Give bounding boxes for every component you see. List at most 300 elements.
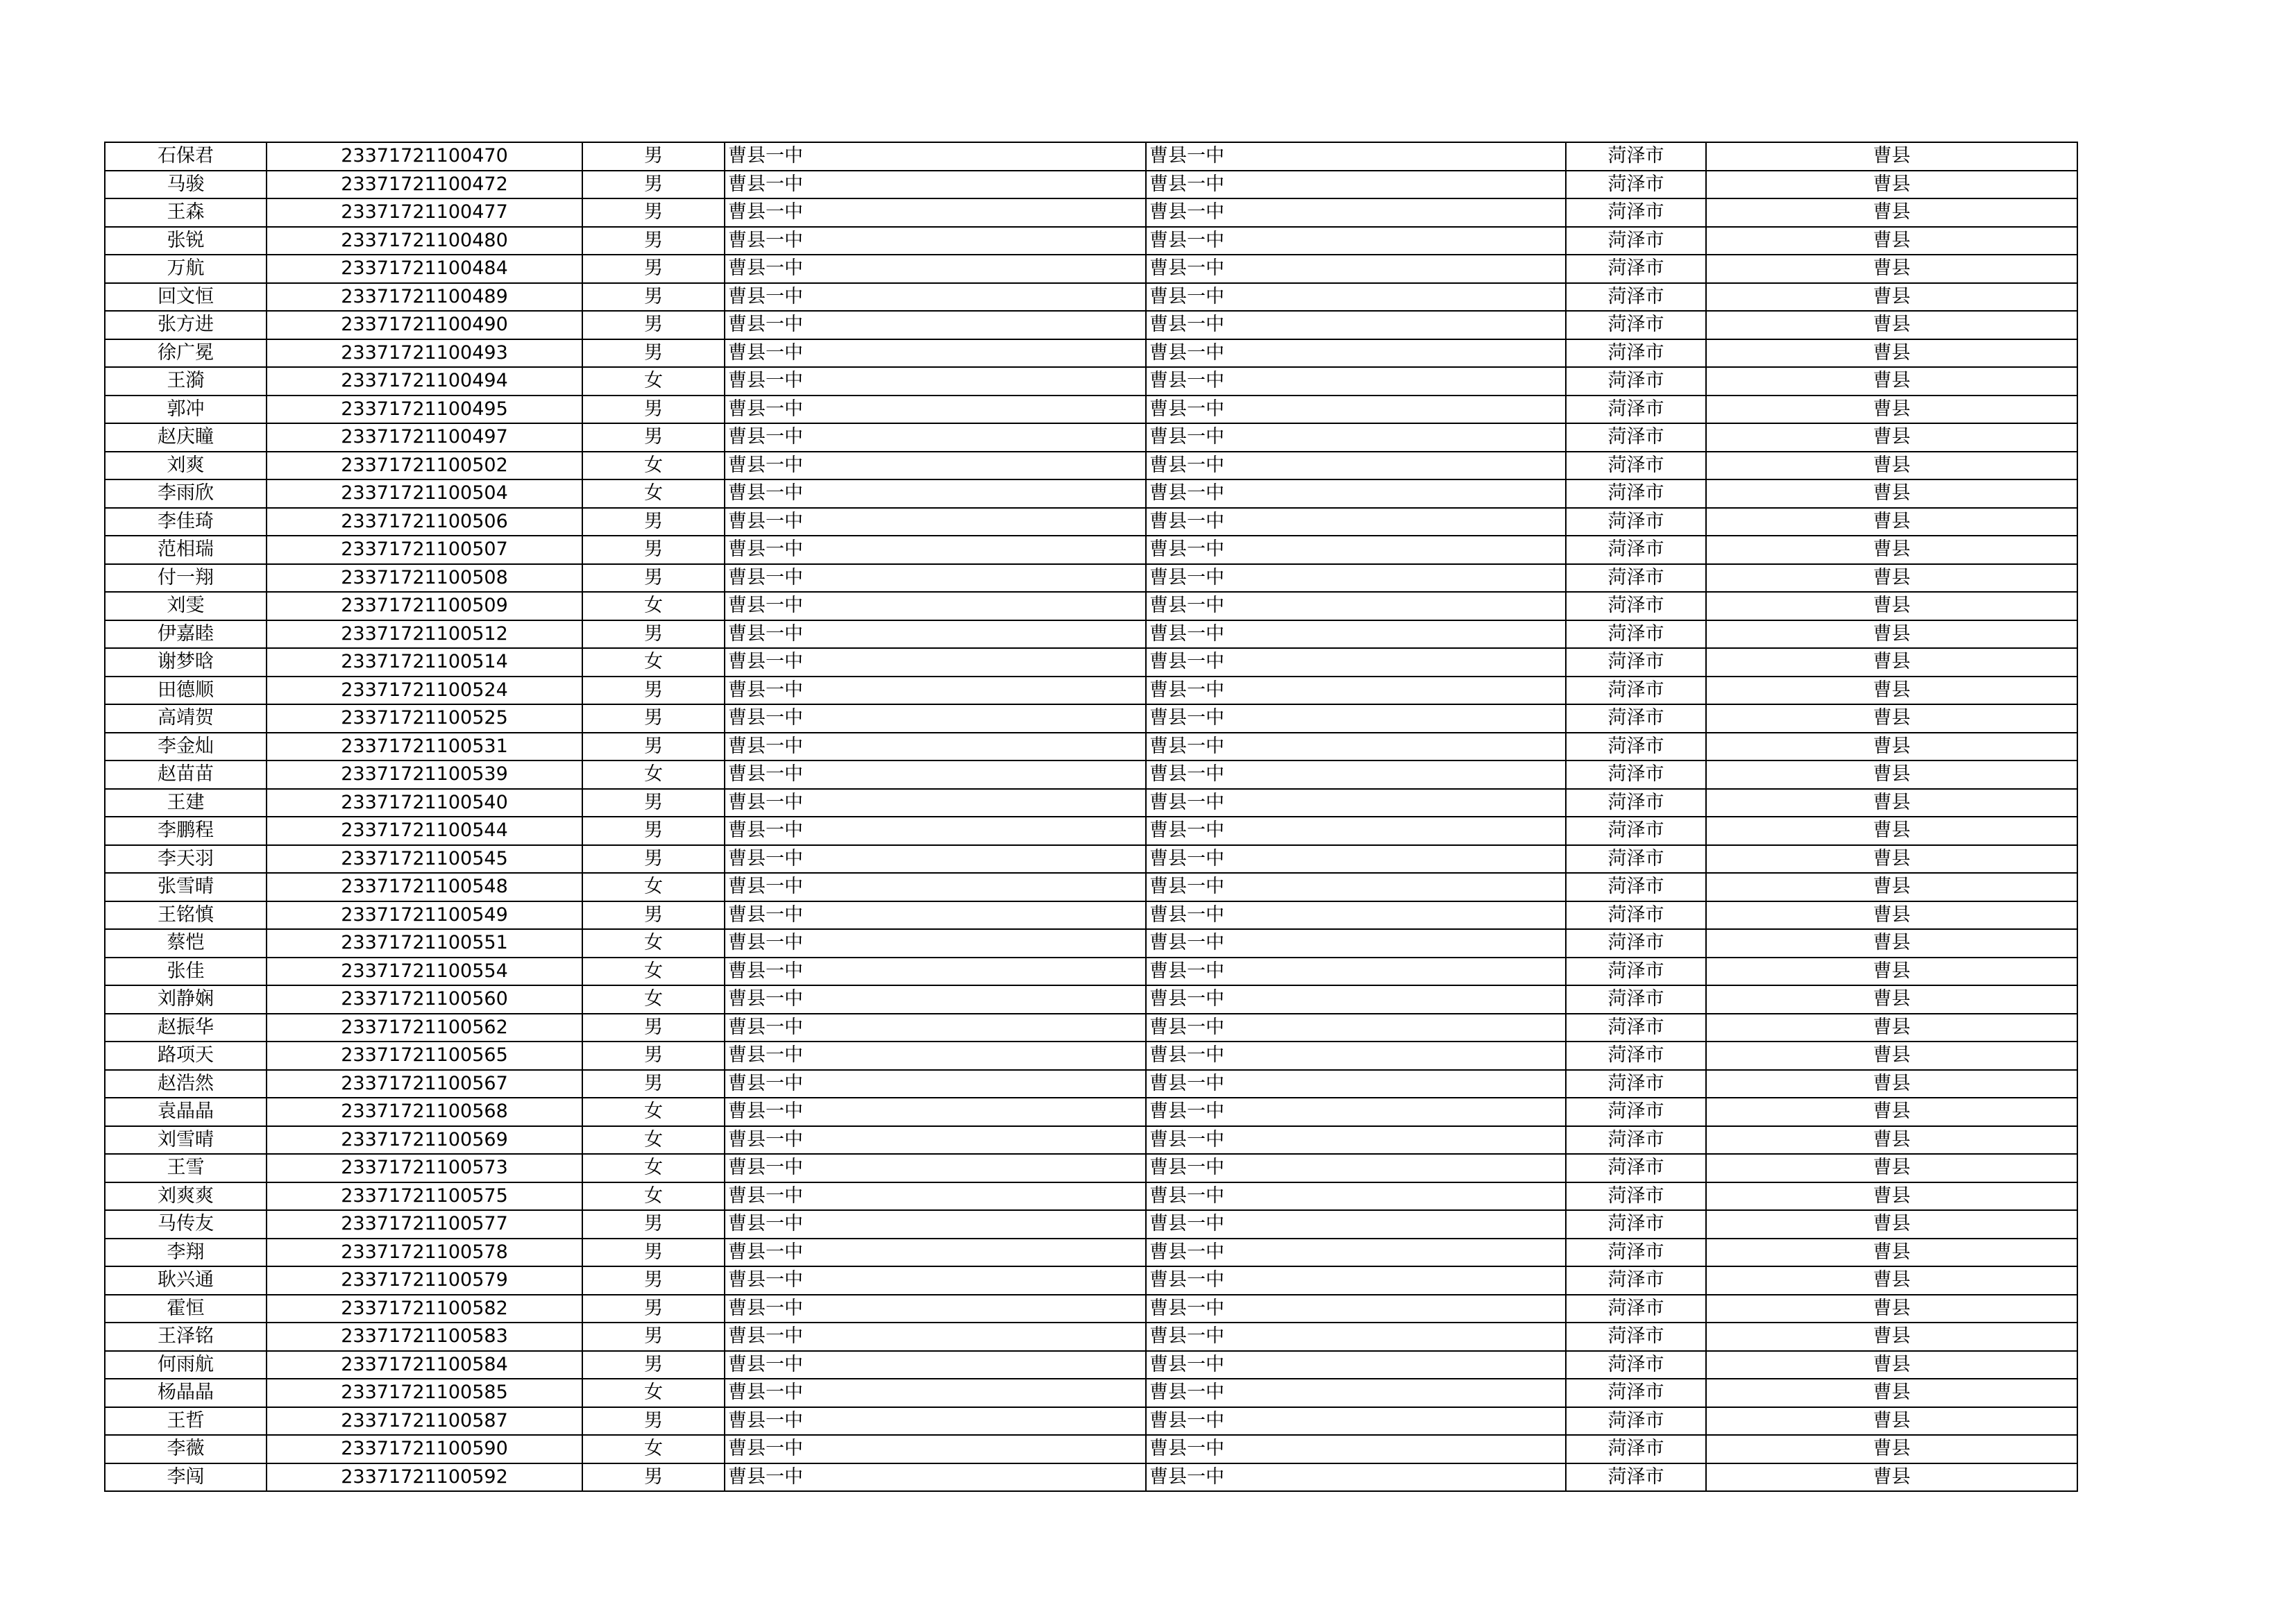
gender-cell: 男: [582, 1295, 725, 1323]
city-cell: 菏泽市: [1566, 1435, 1706, 1463]
exam-number-cell: 23371721100567: [267, 1070, 582, 1098]
county-cell: 曹县: [1706, 845, 2077, 874]
school-cell: 曹县一中: [725, 1463, 1146, 1492]
exam-number-cell: 23371721100568: [267, 1098, 582, 1126]
graduation-school-cell: 曹县一中: [1146, 704, 1566, 733]
school-cell: 曹县一中: [725, 901, 1146, 930]
school-cell: 曹县一中: [725, 817, 1146, 845]
graduation-school-cell: 曹县一中: [1146, 845, 1566, 874]
city-cell: 菏泽市: [1566, 171, 1706, 199]
school-cell: 曹县一中: [725, 873, 1146, 901]
gender-cell: 男: [582, 845, 725, 874]
city-cell: 菏泽市: [1566, 1295, 1706, 1323]
gender-cell: 女: [582, 1379, 725, 1407]
county-cell: 曹县: [1706, 620, 2077, 649]
name-cell: 张雪晴: [105, 873, 267, 901]
graduation-school-cell: 曹县一中: [1146, 648, 1566, 677]
name-cell: 马传友: [105, 1210, 267, 1239]
county-cell: 曹县: [1706, 901, 2077, 930]
table-row: [105, 423, 2077, 452]
table-row: [105, 339, 2077, 368]
table-row: [105, 311, 2077, 339]
gender-cell: 男: [582, 142, 725, 171]
exam-number-cell: 23371721100524: [267, 677, 582, 705]
gender-cell: 男: [582, 1210, 725, 1239]
table-row: [105, 1014, 2077, 1042]
city-cell: 菏泽市: [1566, 733, 1706, 761]
city-cell: 菏泽市: [1566, 1070, 1706, 1098]
table-row: [105, 901, 2077, 930]
name-cell: 付一翔: [105, 564, 267, 593]
county-cell: 曹县: [1706, 508, 2077, 536]
school-cell: 曹县一中: [725, 929, 1146, 958]
graduation-school-cell: 曹县一中: [1146, 1295, 1566, 1323]
name-cell: 刘爽: [105, 452, 267, 480]
table-row: [105, 1070, 2077, 1098]
school-cell: 曹县一中: [725, 733, 1146, 761]
county-cell: 曹县: [1706, 1407, 2077, 1436]
table-row: [105, 142, 2077, 171]
gender-cell: 男: [582, 817, 725, 845]
graduation-school-cell: 曹县一中: [1146, 227, 1566, 255]
gender-cell: 男: [582, 1351, 725, 1379]
county-cell: 曹县: [1706, 536, 2077, 564]
name-cell: 王铭慎: [105, 901, 267, 930]
name-cell: 路项天: [105, 1042, 267, 1070]
name-cell: 石保君: [105, 142, 267, 171]
table-row: [105, 1266, 2077, 1295]
gender-cell: 女: [582, 1098, 725, 1126]
table-row: [105, 1239, 2077, 1267]
gender-cell: 男: [582, 677, 725, 705]
exam-number-cell: 23371721100470: [267, 142, 582, 171]
name-cell: 回文恒: [105, 283, 267, 312]
exam-number-cell: 23371721100549: [267, 901, 582, 930]
exam-number-cell: 23371721100477: [267, 198, 582, 227]
school-cell: 曹县一中: [725, 1266, 1146, 1295]
exam-number-cell: 23371721100554: [267, 958, 582, 986]
school-cell: 曹县一中: [725, 198, 1146, 227]
county-cell: 曹县: [1706, 142, 2077, 171]
school-cell: 曹县一中: [725, 1182, 1146, 1211]
gender-cell: 男: [582, 1042, 725, 1070]
exam-number-cell: 23371721100579: [267, 1266, 582, 1295]
table-row: [105, 452, 2077, 480]
gender-cell: 女: [582, 1154, 725, 1182]
graduation-school-cell: 曹县一中: [1146, 592, 1566, 620]
county-cell: 曹县: [1706, 1239, 2077, 1267]
name-cell: 万航: [105, 255, 267, 283]
county-cell: 曹县: [1706, 198, 2077, 227]
city-cell: 菏泽市: [1566, 1154, 1706, 1182]
city-cell: 菏泽市: [1566, 1379, 1706, 1407]
gender-cell: 男: [582, 198, 725, 227]
name-cell: 张方进: [105, 311, 267, 339]
city-cell: 菏泽市: [1566, 789, 1706, 817]
school-cell: 曹县一中: [725, 255, 1146, 283]
table-row: [105, 704, 2077, 733]
name-cell: 郭冲: [105, 396, 267, 424]
school-cell: 曹县一中: [725, 648, 1146, 677]
county-cell: 曹县: [1706, 171, 2077, 199]
name-cell: 徐广冕: [105, 339, 267, 368]
name-cell: 赵浩然: [105, 1070, 267, 1098]
county-cell: 曹县: [1706, 1266, 2077, 1295]
school-cell: 曹县一中: [725, 620, 1146, 649]
graduation-school-cell: 曹县一中: [1146, 1182, 1566, 1211]
name-cell: 田德顺: [105, 677, 267, 705]
county-cell: 曹县: [1706, 283, 2077, 312]
exam-number-cell: 23371721100539: [267, 760, 582, 789]
graduation-school-cell: 曹县一中: [1146, 958, 1566, 986]
city-cell: 菏泽市: [1566, 929, 1706, 958]
table-row: [105, 1463, 2077, 1492]
school-cell: 曹县一中: [725, 1407, 1146, 1436]
exam-number-cell: 23371721100592: [267, 1463, 582, 1492]
county-cell: 曹县: [1706, 1070, 2077, 1098]
gender-cell: 男: [582, 620, 725, 649]
county-cell: 曹县: [1706, 311, 2077, 339]
county-cell: 曹县: [1706, 1210, 2077, 1239]
name-cell: 范相瑞: [105, 536, 267, 564]
table-row: [105, 677, 2077, 705]
gender-cell: 男: [582, 311, 725, 339]
table-row: [105, 958, 2077, 986]
graduation-school-cell: 曹县一中: [1146, 452, 1566, 480]
city-cell: 菏泽市: [1566, 311, 1706, 339]
table-row: [105, 1182, 2077, 1211]
city-cell: 菏泽市: [1566, 396, 1706, 424]
school-cell: 曹县一中: [725, 958, 1146, 986]
name-cell: 何雨航: [105, 1351, 267, 1379]
name-cell: 杨晶晶: [105, 1379, 267, 1407]
county-cell: 曹县: [1706, 1042, 2077, 1070]
city-cell: 菏泽市: [1566, 536, 1706, 564]
county-cell: 曹县: [1706, 479, 2077, 508]
table-row: [105, 1435, 2077, 1463]
name-cell: 李鹏程: [105, 817, 267, 845]
name-cell: 王漪: [105, 367, 267, 396]
graduation-school-cell: 曹县一中: [1146, 255, 1566, 283]
school-cell: 曹县一中: [725, 171, 1146, 199]
county-cell: 曹县: [1706, 704, 2077, 733]
city-cell: 菏泽市: [1566, 423, 1706, 452]
graduation-school-cell: 曹县一中: [1146, 817, 1566, 845]
name-cell: 马骏: [105, 171, 267, 199]
city-cell: 菏泽市: [1566, 1266, 1706, 1295]
county-cell: 曹县: [1706, 452, 2077, 480]
gender-cell: 男: [582, 1070, 725, 1098]
table-row: [105, 760, 2077, 789]
school-cell: 曹县一中: [725, 564, 1146, 593]
table-row: [105, 1154, 2077, 1182]
school-cell: 曹县一中: [725, 1295, 1146, 1323]
city-cell: 菏泽市: [1566, 1351, 1706, 1379]
city-cell: 菏泽市: [1566, 367, 1706, 396]
school-cell: 曹县一中: [725, 1239, 1146, 1267]
exam-number-cell: 23371721100494: [267, 367, 582, 396]
graduation-school-cell: 曹县一中: [1146, 311, 1566, 339]
school-cell: 曹县一中: [725, 479, 1146, 508]
name-cell: 李金灿: [105, 733, 267, 761]
city-cell: 菏泽市: [1566, 648, 1706, 677]
school-cell: 曹县一中: [725, 367, 1146, 396]
city-cell: 菏泽市: [1566, 564, 1706, 593]
gender-cell: 男: [582, 704, 725, 733]
gender-cell: 男: [582, 564, 725, 593]
city-cell: 菏泽市: [1566, 1098, 1706, 1126]
school-cell: 曹县一中: [725, 423, 1146, 452]
name-cell: 伊嘉睦: [105, 620, 267, 649]
name-cell: 张锐: [105, 227, 267, 255]
exam-number-cell: 23371721100545: [267, 845, 582, 874]
name-cell: 王雪: [105, 1154, 267, 1182]
graduation-school-cell: 曹县一中: [1146, 929, 1566, 958]
name-cell: 高靖贺: [105, 704, 267, 733]
exam-number-cell: 23371721100560: [267, 985, 582, 1014]
city-cell: 菏泽市: [1566, 198, 1706, 227]
gender-cell: 女: [582, 452, 725, 480]
city-cell: 菏泽市: [1566, 452, 1706, 480]
name-cell: 赵振华: [105, 1014, 267, 1042]
name-cell: 王建: [105, 789, 267, 817]
gender-cell: 女: [582, 367, 725, 396]
name-cell: 耿兴通: [105, 1266, 267, 1295]
exam-number-cell: 23371721100493: [267, 339, 582, 368]
table-row: [105, 620, 2077, 649]
school-cell: 曹县一中: [725, 1323, 1146, 1351]
graduation-school-cell: 曹县一中: [1146, 620, 1566, 649]
table-row: [105, 1323, 2077, 1351]
table-row: [105, 1351, 2077, 1379]
school-cell: 曹县一中: [725, 1098, 1146, 1126]
county-cell: 曹县: [1706, 1435, 2077, 1463]
table-row: [105, 396, 2077, 424]
graduation-school-cell: 曹县一中: [1146, 142, 1566, 171]
county-cell: 曹县: [1706, 339, 2077, 368]
city-cell: 菏泽市: [1566, 1014, 1706, 1042]
exam-number-cell: 23371721100577: [267, 1210, 582, 1239]
county-cell: 曹县: [1706, 677, 2077, 705]
county-cell: 曹县: [1706, 789, 2077, 817]
school-cell: 曹县一中: [725, 396, 1146, 424]
city-cell: 菏泽市: [1566, 142, 1706, 171]
exam-number-cell: 23371721100490: [267, 311, 582, 339]
city-cell: 菏泽市: [1566, 1126, 1706, 1155]
graduation-school-cell: 曹县一中: [1146, 1266, 1566, 1295]
city-cell: 菏泽市: [1566, 958, 1706, 986]
table-row: [105, 648, 2077, 677]
table-row: [105, 789, 2077, 817]
table-row: [105, 1379, 2077, 1407]
name-cell: 李闯: [105, 1463, 267, 1492]
exam-number-cell: 23371721100575: [267, 1182, 582, 1211]
name-cell: 谢梦晗: [105, 648, 267, 677]
gender-cell: 男: [582, 508, 725, 536]
exam-number-cell: 23371721100565: [267, 1042, 582, 1070]
exam-number-cell: 23371721100506: [267, 508, 582, 536]
school-cell: 曹县一中: [725, 508, 1146, 536]
county-cell: 曹县: [1706, 227, 2077, 255]
table-row: [105, 1042, 2077, 1070]
graduation-school-cell: 曹县一中: [1146, 171, 1566, 199]
name-cell: 刘雪晴: [105, 1126, 267, 1155]
county-cell: 曹县: [1706, 367, 2077, 396]
graduation-school-cell: 曹县一中: [1146, 1154, 1566, 1182]
graduation-school-cell: 曹县一中: [1146, 339, 1566, 368]
school-cell: 曹县一中: [725, 845, 1146, 874]
gender-cell: 女: [582, 1435, 725, 1463]
graduation-school-cell: 曹县一中: [1146, 536, 1566, 564]
exam-number-cell: 23371721100514: [267, 648, 582, 677]
school-cell: 曹县一中: [725, 985, 1146, 1014]
graduation-school-cell: 曹县一中: [1146, 1407, 1566, 1436]
roster-table: [104, 142, 2078, 1492]
table-row: [105, 171, 2077, 199]
graduation-school-cell: 曹县一中: [1146, 479, 1566, 508]
exam-number-cell: 23371721100585: [267, 1379, 582, 1407]
table-row: [105, 817, 2077, 845]
graduation-school-cell: 曹县一中: [1146, 1070, 1566, 1098]
exam-number-cell: 23371721100472: [267, 171, 582, 199]
exam-number-cell: 23371721100569: [267, 1126, 582, 1155]
exam-number-cell: 23371721100508: [267, 564, 582, 593]
county-cell: 曹县: [1706, 423, 2077, 452]
school-cell: 曹县一中: [725, 142, 1146, 171]
name-cell: 张佳: [105, 958, 267, 986]
city-cell: 菏泽市: [1566, 283, 1706, 312]
county-cell: 曹县: [1706, 1463, 2077, 1492]
county-cell: 曹县: [1706, 958, 2077, 986]
graduation-school-cell: 曹县一中: [1146, 1014, 1566, 1042]
table-row: [105, 255, 2077, 283]
graduation-school-cell: 曹县一中: [1146, 789, 1566, 817]
table-row: [105, 873, 2077, 901]
city-cell: 菏泽市: [1566, 817, 1706, 845]
gender-cell: 男: [582, 227, 725, 255]
exam-number-cell: 23371721100582: [267, 1295, 582, 1323]
gender-cell: 女: [582, 479, 725, 508]
county-cell: 曹县: [1706, 648, 2077, 677]
graduation-school-cell: 曹县一中: [1146, 1379, 1566, 1407]
graduation-school-cell: 曹县一中: [1146, 423, 1566, 452]
city-cell: 菏泽市: [1566, 255, 1706, 283]
school-cell: 曹县一中: [725, 1154, 1146, 1182]
name-cell: 李雨欣: [105, 479, 267, 508]
school-cell: 曹县一中: [725, 677, 1146, 705]
graduation-school-cell: 曹县一中: [1146, 733, 1566, 761]
name-cell: 李天羽: [105, 845, 267, 874]
name-cell: 王哲: [105, 1407, 267, 1436]
school-cell: 曹县一中: [725, 311, 1146, 339]
county-cell: 曹县: [1706, 817, 2077, 845]
exam-number-cell: 23371721100573: [267, 1154, 582, 1182]
graduation-school-cell: 曹县一中: [1146, 1351, 1566, 1379]
county-cell: 曹县: [1706, 592, 2077, 620]
graduation-school-cell: 曹县一中: [1146, 1239, 1566, 1267]
gender-cell: 男: [582, 733, 725, 761]
county-cell: 曹县: [1706, 1379, 2077, 1407]
name-cell: 李薇: [105, 1435, 267, 1463]
school-cell: 曹县一中: [725, 760, 1146, 789]
exam-number-cell: 23371721100495: [267, 396, 582, 424]
county-cell: 曹县: [1706, 929, 2077, 958]
school-cell: 曹县一中: [725, 283, 1146, 312]
name-cell: 刘雯: [105, 592, 267, 620]
name-cell: 刘静娴: [105, 985, 267, 1014]
county-cell: 曹县: [1706, 1351, 2077, 1379]
city-cell: 菏泽市: [1566, 901, 1706, 930]
name-cell: 王泽铭: [105, 1323, 267, 1351]
exam-number-cell: 23371721100562: [267, 1014, 582, 1042]
school-cell: 曹县一中: [725, 1379, 1146, 1407]
gender-cell: 女: [582, 929, 725, 958]
county-cell: 曹县: [1706, 255, 2077, 283]
city-cell: 菏泽市: [1566, 227, 1706, 255]
city-cell: 菏泽市: [1566, 985, 1706, 1014]
gender-cell: 女: [582, 1126, 725, 1155]
table-row: [105, 564, 2077, 593]
exam-number-cell: 23371721100578: [267, 1239, 582, 1267]
gender-cell: 男: [582, 396, 725, 424]
school-cell: 曹县一中: [725, 592, 1146, 620]
table-row: [105, 227, 2077, 255]
exam-number-cell: 23371721100584: [267, 1351, 582, 1379]
graduation-school-cell: 曹县一中: [1146, 1098, 1566, 1126]
city-cell: 菏泽市: [1566, 339, 1706, 368]
school-cell: 曹县一中: [725, 1126, 1146, 1155]
school-cell: 曹县一中: [725, 1042, 1146, 1070]
graduation-school-cell: 曹县一中: [1146, 1126, 1566, 1155]
graduation-school-cell: 曹县一中: [1146, 985, 1566, 1014]
county-cell: 曹县: [1706, 1182, 2077, 1211]
city-cell: 菏泽市: [1566, 1042, 1706, 1070]
county-cell: 曹县: [1706, 985, 2077, 1014]
exam-number-cell: 23371721100548: [267, 873, 582, 901]
gender-cell: 女: [582, 1182, 725, 1211]
graduation-school-cell: 曹县一中: [1146, 396, 1566, 424]
city-cell: 菏泽市: [1566, 479, 1706, 508]
county-cell: 曹县: [1706, 733, 2077, 761]
city-cell: 菏泽市: [1566, 677, 1706, 705]
table-row: [105, 1098, 2077, 1126]
exam-number-cell: 23371721100525: [267, 704, 582, 733]
school-cell: 曹县一中: [725, 536, 1146, 564]
city-cell: 菏泽市: [1566, 873, 1706, 901]
graduation-school-cell: 曹县一中: [1146, 1463, 1566, 1492]
school-cell: 曹县一中: [725, 1210, 1146, 1239]
city-cell: 菏泽市: [1566, 1182, 1706, 1211]
gender-cell: 女: [582, 985, 725, 1014]
county-cell: 曹县: [1706, 564, 2077, 593]
graduation-school-cell: 曹县一中: [1146, 283, 1566, 312]
gender-cell: 男: [582, 1407, 725, 1436]
exam-number-cell: 23371721100540: [267, 789, 582, 817]
city-cell: 菏泽市: [1566, 1407, 1706, 1436]
city-cell: 菏泽市: [1566, 592, 1706, 620]
graduation-school-cell: 曹县一中: [1146, 873, 1566, 901]
school-cell: 曹县一中: [725, 704, 1146, 733]
gender-cell: 男: [582, 171, 725, 199]
table-row: [105, 845, 2077, 874]
gender-cell: 男: [582, 1323, 725, 1351]
city-cell: 菏泽市: [1566, 1463, 1706, 1492]
exam-number-cell: 23371721100489: [267, 283, 582, 312]
roster-table-body: [105, 142, 2077, 1491]
city-cell: 菏泽市: [1566, 620, 1706, 649]
school-cell: 曹县一中: [725, 452, 1146, 480]
exam-number-cell: 23371721100484: [267, 255, 582, 283]
